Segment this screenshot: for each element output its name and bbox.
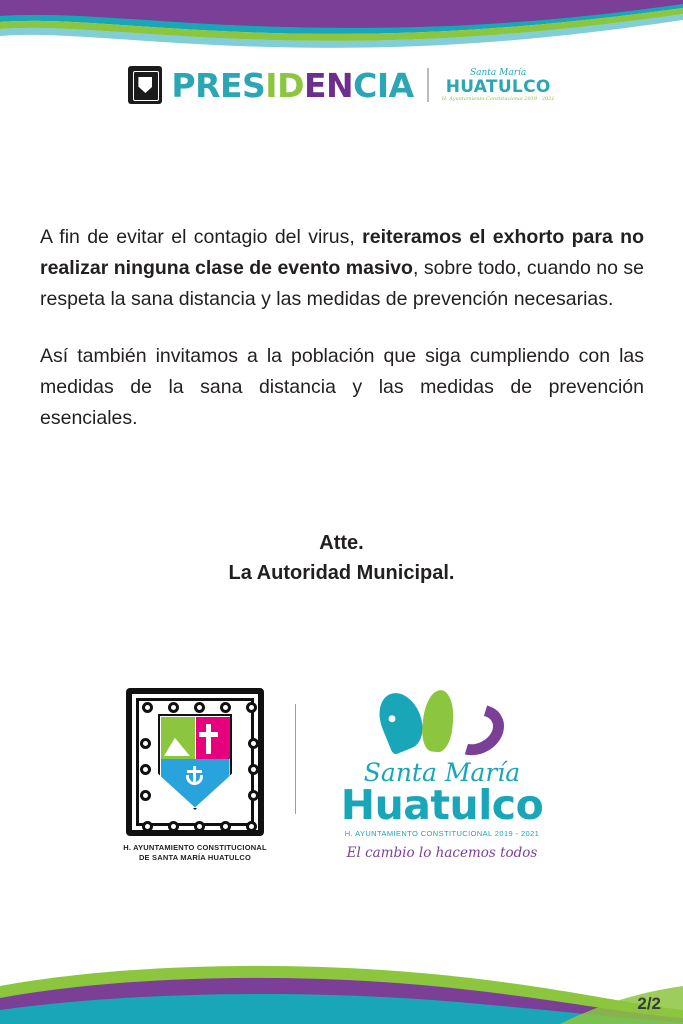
paragraph-1-lead: A fin de evitar el contagio del virus,	[40, 226, 363, 248]
paragraph-1-bold: reiteramos el exhorto para no realizar ninguna clase de evento masivo	[40, 226, 644, 279]
signature-block	[0, 528, 683, 588]
header-brand-tagline: H. Ayuntamiento Constitucional 2019 - 2021	[441, 95, 555, 102]
huatulco-brand-block	[322, 688, 562, 861]
signature-line-1: Atte.	[319, 532, 364, 554]
brand-slogan: El cambio lo hacemos todos	[346, 844, 538, 861]
shield-emblem	[158, 714, 232, 810]
paragraph-2: Así también invitamos a la población que siga cumpliendo con las medidas de la sana distancia y las medidas de prevención esenciales.	[40, 345, 644, 429]
footer-divider	[295, 704, 296, 814]
page-title-part-4: CIA	[353, 65, 414, 105]
leaves-fish-logo-icon	[367, 690, 517, 764]
document-header	[0, 55, 683, 115]
page-title	[171, 65, 414, 105]
municipal-crest-icon-large	[126, 688, 264, 836]
shield-quadrant-magenta	[196, 717, 230, 759]
crest-caption	[123, 843, 267, 863]
document-body	[40, 222, 644, 434]
page-number: 2/2	[637, 994, 661, 1013]
anchor-icon	[186, 764, 202, 786]
paragraph-1	[40, 222, 644, 315]
page-title-part-3: EN	[303, 65, 354, 105]
brand-huatulco: Huatulco	[340, 781, 544, 829]
brand-santa-maria: Santa María	[363, 758, 521, 787]
signature-line-2: La Autoridad Municipal.	[228, 562, 455, 584]
header-brand-logo	[442, 69, 555, 102]
bottom-decorative-band	[0, 952, 683, 1024]
municipal-crest-icon	[128, 66, 162, 104]
top-decorative-band	[0, 0, 683, 62]
page-title-part-2: ID	[265, 65, 304, 105]
header-brand-name: HUATULCO	[445, 76, 551, 97]
header-brand-santa: Santa María	[469, 67, 527, 78]
cross-icon	[206, 724, 211, 754]
brand-subtitle: H. AYUNTAMIENTO CONSTITUCIONAL 2019 - 2021	[344, 828, 540, 838]
municipal-crest-block	[121, 688, 269, 863]
header-divider	[427, 68, 429, 102]
footer-logos	[0, 688, 683, 863]
crest-caption-line-2: DE SANTA MARÍA HUATULCO	[138, 853, 252, 862]
page-title-part-1: PRES	[171, 65, 266, 105]
crest-caption-line-1: H. AYUNTAMIENTO CONSTITUCIONAL	[123, 843, 267, 852]
fish-leaf-icon	[372, 687, 431, 756]
paragraph-1-tail: , sobre todo, cuando no se respeta la sana distancia y las medidas de prevención necesarias.	[40, 257, 644, 310]
